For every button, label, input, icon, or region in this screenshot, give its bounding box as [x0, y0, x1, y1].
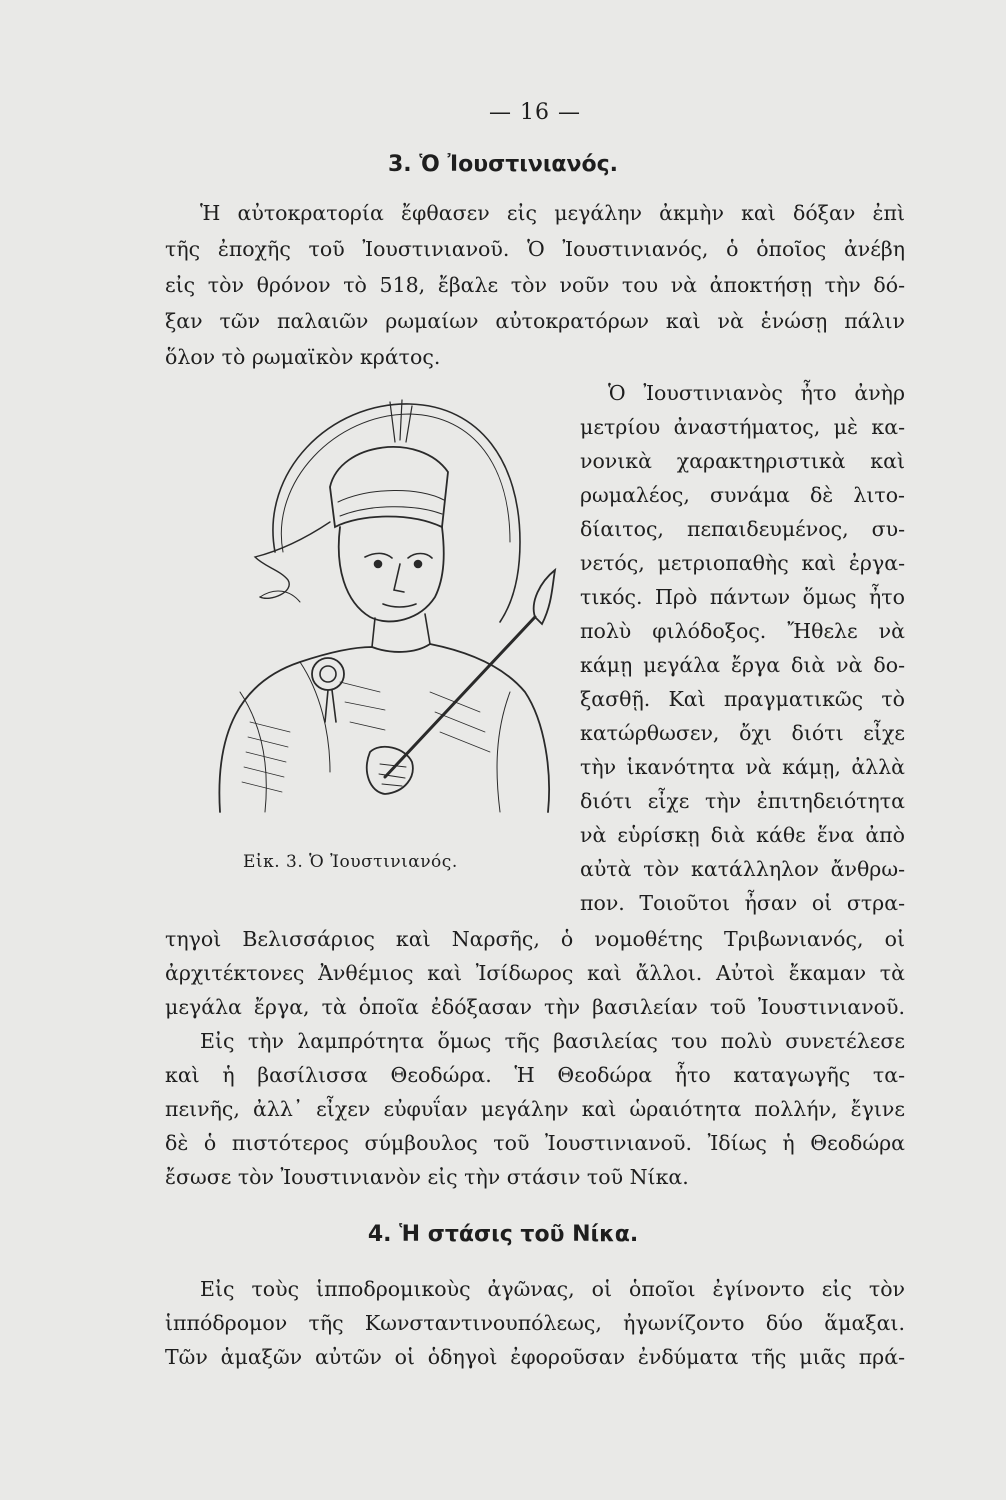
page-number: — 16 —	[489, 100, 581, 125]
text-line: πον. Τοιοῦτοι ἦσαν οἱ στρα-	[580, 891, 905, 915]
text-line: τὴν ἱκανότητα νὰ κάμῃ, ἀλλὰ	[580, 755, 905, 779]
text-line: μετρίου ἀναστήματος, μὲ κα-	[580, 415, 905, 439]
text-line: διότι εἶχε τὴν ἐπιτηδειότητα	[580, 789, 905, 813]
section-4-heading: 4. Ἡ στάσις τοῦ Νίκα.	[367, 1222, 639, 1247]
text-line: τῆς ἐποχῆς τοῦ Ἰουστινιανοῦ. Ὁ Ἰουστινιανός, ὁ ὁποῖος ἀνέβη	[165, 237, 905, 261]
text-line: ξασθῇ. Καὶ πραγματικῶς τὸ	[580, 687, 905, 711]
section-3-heading: 3. Ὁ Ἰουστινιανός.	[387, 152, 619, 177]
text-line: εἰς τὸν θρόνον τὸ 518, ἔβαλε τὸν νοῦν του νὰ ἀποκτήσῃ τὴν δό-	[165, 273, 905, 297]
text-line: Ὁ Ἰουστινιανὸς ἦτο ἀνὴρ	[608, 381, 905, 405]
text-line: τηγοὶ Βελισσάριος καὶ Ναρσῆς, ὁ νομοθέτης Τριβωνιανός, οἱ	[165, 927, 905, 951]
text-line: μεγάλα ἔργα, τὰ ὁποῖα ἐδόξασαν τὴν βασιλείαν τοῦ Ἰουστινιανοῦ.	[165, 995, 905, 1019]
text-line: νὰ εὑρίσκῃ διὰ κάθε ἕνα ἀπὸ	[580, 823, 905, 847]
text-line: ἀρχιτέκτονες Ἀνθέμιος καὶ Ἰσίδωρος καὶ ἄλλοι. Αὐτοὶ ἔκαμαν τὰ	[165, 961, 905, 985]
justinian-portrait-illustration	[180, 392, 575, 842]
text-line: Ἡ αὐτοκρατορία ἔφθασεν εἰς μεγάλην ἀκμὴν καὶ δόξαν ἐπὶ	[200, 201, 905, 225]
text-line: καὶ ἡ βασίλισσα Θεοδώρα. Ἡ Θεοδώρα ἦτο καταγωγῆς τα-	[165, 1063, 905, 1087]
text-line: Εἰς τὴν λαμπρότητα ὅμως τῆς βασιλείας του πολὺ συνετέλεσε	[200, 1029, 905, 1053]
text-line: νονικὰ χαρακτηριστικὰ καὶ	[580, 449, 905, 473]
figure-caption: Εἰκ. 3. Ὁ Ἰουστινιανός.	[243, 852, 458, 872]
text-line: αὐτὰ τὸν κατάλληλον ἄνθρω-	[580, 857, 905, 881]
text-line: κάμῃ μεγάλα ἔργα διὰ νὰ δο-	[580, 653, 905, 677]
text-line: δὲ ὁ πιστότερος σύμβουλος τοῦ Ἰουστινιανοῦ. Ἰδίως ἡ Θεοδώρα	[165, 1131, 905, 1155]
text-line: τικός. Πρὸ πάντων ὅμως ἦτο	[580, 585, 905, 609]
text-line: ὅλον τὸ ρωμαϊκὸν κράτος.	[165, 345, 441, 369]
text-line: ρωμαλέος, συνάμα δὲ λιτο-	[580, 483, 905, 507]
text-line: Τῶν ἁμαξῶν αὐτῶν οἱ ὁδηγοὶ ἐφοροῦσαν ἐνδύματα τῆς μιᾶς πρά-	[165, 1345, 905, 1369]
text-line: ἱππόδρομον τῆς Κωνσταντινουπόλεως, ἠγωνίζοντο δύο ἅμαξαι.	[165, 1311, 905, 1335]
text-line: νετός, μετριοπαθὴς καὶ ἐργα-	[580, 551, 905, 575]
text-line: πεινῆς, ἀλλ᾽ εἶχεν εὐφυΐαν μεγάλην καὶ ὡραιότητα πολλήν, ἔγινε	[165, 1097, 905, 1121]
text-line: ξαν τῶν παλαιῶν ρωμαίων αὐτοκρατόρων καὶ νὰ ἑνώσῃ πάλιν	[165, 309, 905, 333]
text-line: ἔσωσε τὸν Ἰουστινιανὸν εἰς τὴν στάσιν τοῦ Νίκα.	[165, 1165, 689, 1189]
text-line: πολὺ φιλόδοξος. Ἤθελε νὰ	[580, 619, 905, 643]
text-line: Εἰς τοὺς ἱπποδρομικοὺς ἀγῶνας, οἱ ὁποῖοι ἐγίνοντο εἰς τὸν	[200, 1277, 905, 1301]
text-line: κατώρθωσεν, ὄχι διότι εἶχε	[580, 721, 905, 745]
text-line: δίαιτος, πεπαιδευμένος, συ-	[580, 517, 905, 541]
